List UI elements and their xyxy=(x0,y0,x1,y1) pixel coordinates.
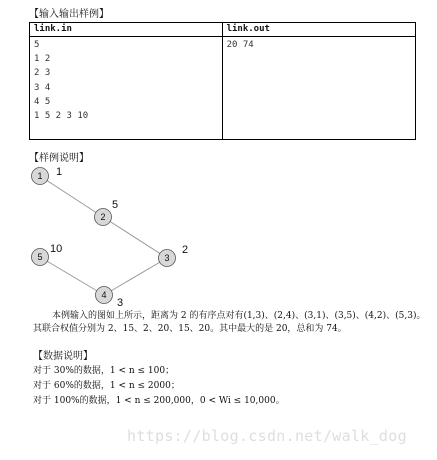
graph-edge-3-4 xyxy=(104,258,167,295)
graph-node-label-2: 2 xyxy=(100,212,106,222)
graph-node-label-1: 1 xyxy=(37,171,43,181)
graph-edge-2-3 xyxy=(103,217,167,258)
watermark: https://blog.csdn.net/walk_dog xyxy=(127,427,407,445)
graph-edge-4-5 xyxy=(40,257,104,295)
graph-node-weight-3: 2 xyxy=(182,244,189,256)
data-line: 对于 30%的数据，1 < n ≤ 100； xyxy=(33,366,175,376)
input-line: 5 xyxy=(34,40,40,50)
example-paragraph-line2: 其联合权值分别为 2、15、2、20、15、20。其中最大的是 20，总和为 74。 xyxy=(33,324,347,334)
graph-node-label-4: 4 xyxy=(101,290,107,300)
data-section-heading: 【数据说明】 xyxy=(33,351,93,362)
graph-node-label-3: 3 xyxy=(164,253,170,263)
graph-edge-1-2 xyxy=(40,176,103,217)
data-line: 对于 60%的数据，1 < n ≤ 2000； xyxy=(33,381,180,391)
output-header: link.out xyxy=(222,23,415,37)
example-paragraph-line1: 本例输入的图如上所示，距离为 2 的有序点对有(1,3)、(2,4)、(3,1)、(3,5)、(4,2)、(5,3)。 xyxy=(52,311,426,321)
input-line: 3 4 xyxy=(34,82,51,93)
graph-node-weight-1: 1 xyxy=(56,166,63,178)
io-section-heading: 【输入输出样例】 xyxy=(29,9,109,20)
io-sample-table xyxy=(29,22,416,140)
example-section-heading: 【样例说明】 xyxy=(29,153,89,164)
graph-node-weight-5: 10 xyxy=(50,243,63,255)
graph-node-label-5: 5 xyxy=(37,252,43,262)
output-line: 20 74 xyxy=(226,40,254,50)
graph-node-weight-2: 5 xyxy=(112,199,119,211)
output-cell xyxy=(222,37,415,140)
input-header: link.in xyxy=(30,23,223,37)
sample-graph xyxy=(0,160,437,308)
input-line: 1 5 2 3 10 xyxy=(34,110,89,121)
input-line: 1 2 xyxy=(34,54,51,65)
graph-node-weight-4: 3 xyxy=(117,297,124,308)
input-line: 2 3 xyxy=(34,68,51,79)
data-line: 对于 100%的数据，1 < n ≤ 200,000，0 < Wi ≤ 10,000。 xyxy=(33,396,285,406)
input-cell xyxy=(30,37,223,140)
input-line: 4 5 xyxy=(34,96,51,107)
